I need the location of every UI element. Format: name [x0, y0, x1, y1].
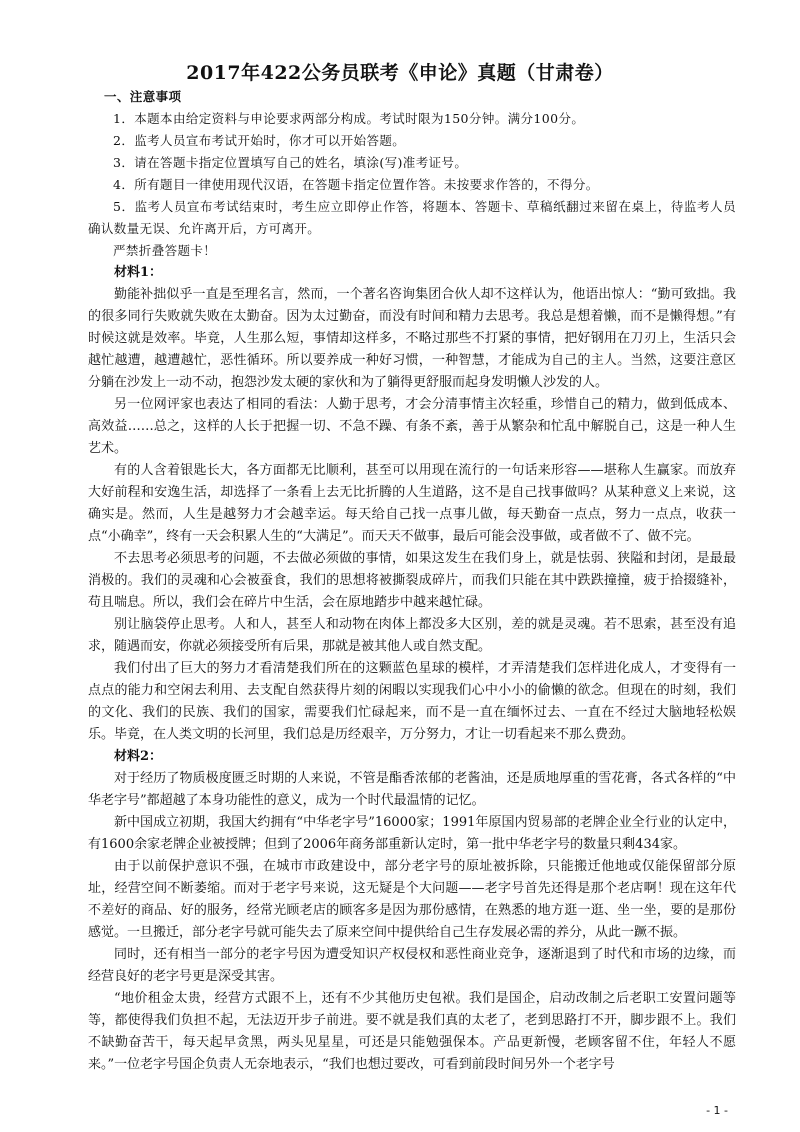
paragraph: 新中国成立初期，我国大约拥有“中华老字号”16000家；1991年原国内贸易部的老牌企业全行业的认定中，有1600余家老牌企业被授牌；但到了2006年商务部重新认定时，第一批中华老字号的数量只剩434家。	[88, 815, 736, 852]
notice-item: 1．本题本由给定资料与申论要求两部分构成。考试时限为150分钟。满分100分。	[113, 111, 585, 126]
document-title: 2017年422公务员联考《申论》真题（甘肃卷）	[186, 62, 614, 84]
paragraph: 有的人含着银匙长大，各方面都无比顺利，甚至可以用现在流行的一句话来形容——堪称人生赢家。而放弃大好前程和安逸生活，却选择了一条看上去无比折腾的人生道路，这不是自己找事做吗？从某种意义上来说，这确实是。然而，人生是越努力才会越幸运。每天给自己找一点事儿做，每天勤奋一点点，努力一点点，收获一点“小确幸”，终有一天会积累人生的“大满足”。而天天不做事，最后可能会没事做，或者做不了、做不完。	[88, 463, 736, 544]
notice-item: 3．请在答题卡指定位置填写自己的姓名，填涂(写)准考证号。	[113, 155, 468, 170]
paragraph: 不去思考必须思考的问题，不去做必须做的事情，如果这发生在我们身上，就是怯弱、狭隘和封闭，是最最消极的。我们的灵魂和心会被蚕食，我们的思想将被撕裂成碎片，而我们只能在其中跌跌撞撞，疲于拾掇缝补，苟且喘息。所以，我们会在碎片中生活，会在原地踏步中越来越忙碌。	[88, 551, 736, 610]
notice-warning: 严禁折叠答题卡！	[113, 243, 217, 258]
paragraph: 别让脑袋停止思考。人和人，甚至人和动物在肉体上都没多大区别，差的就是灵魂。若不思索，甚至没有追求，随遇而安，你就必须接受所有后果，那就是被其他人或自然支配。	[88, 617, 736, 654]
material-1-section	[88, 262, 736, 746]
notice-item: 4．所有题目一律使用现代汉语，在答题卡指定位置作答。未按要求作答的，不得分。	[113, 177, 599, 192]
paragraph: “地价租金太贵，经营方式跟不上，还有不少其他历史包袱。我们是国企，启动改制之后老职工安置问题等等，都使得我们负担不起，无法迈开步子前进。要不就是我们真的太老了，老到思路打不开，脚步跟不上。我们不缺勤奋苦干，每天起早贪黑，两头见星星，可还是只能勉强保本。产品更新慢，老顾客留不住，年轻人不愿来。”一位老字号国企负责人无奈地表示，“我们也想过要改，可看到前段时间另外一个老字号	[88, 991, 736, 1072]
paragraph: 我们付出了巨大的努力才看清楚我们所在的这颗蓝色星球的模样，才弄清楚我们怎样进化成人，才变得有一点点的能力和空闲去利用、去支配自然获得片刻的闲暇以实现我们心中小小的偷懒的欲念。但现在的时刻，我们的文化、我们的民族、我们的国家，需要我们忙碌起来，而不是一直在缅怀过去、一直在不经过大脑地轻松娱乐。毕竟，在人类文明的长河里，我们总是历经艰辛，万分努力，才让一切看起来不那么费劲。	[88, 661, 736, 742]
notice-item: 5．监考人员宣布考试结束时，考生应立即停止作答，将题本、答题卡、草稿纸翻过来留在桌上，待监考人员确认数量无误、允许离开后，方可离开。	[88, 199, 736, 236]
notice-section	[88, 86, 736, 262]
paragraph: 勤能补拙似乎一直是至理名言，然而，一个著名咨询集团合伙人却不这样认为，他语出惊人：“勤可致拙。我的很多同行失败就失败在太勤奋。因为太过勤奋，而没有时间和精力去思考。我总是想着懒，而不是懒得想。”有时候这就是效率。毕竟，人生那么短，事情却这样多，不略过那些不打紧的事情，把好钢用在刀刃上，生活只会越忙越遭，越遭越忙，恶性循环。所以要养成一种好习惯，一种智慧，才能成为自己的主人。当然，这要注意区分躺在沙发上一动不动，抱怨沙发太硬的家伙和为了躺得更舒服而起身发明懒人沙发的人。	[88, 287, 736, 390]
material-2-label: 材料2：	[114, 749, 163, 764]
material-2-section	[88, 746, 736, 1076]
page-number: - 1 -	[706, 1104, 728, 1117]
paragraph: 同时，还有相当一部分的老字号因为遭受知识产权侵权和恶性商业竞争，逐渐退到了时代和市场的边缘，而经营良好的老字号更是深受其害。	[88, 947, 736, 984]
paragraph: 由于以前保护意识不强，在城市市政建设中，部分老字号的原址被拆除，只能搬迁他地或仅能保留部分原址，经营空间不断萎缩。而对于老字号来说，这无疑是个大问题——老字号首先还得是那个老店啊！现在这年代不差好的商品、好的服务，经常光顾老店的顾客多是因为那份感情，在熟悉的地方逛一逛、坐一坐，要的是那份感觉。一旦搬迁，部分老字号就可能失去了原来空间中提供给自己生存发展必需的养分，从此一蹶不振。	[88, 859, 736, 940]
paragraph: 对于经历了物质极度匮乏时期的人来说，不管是酯香浓郁的老酱油，还是质地厚重的雪花膏，各式各样的“中华老字号”都超越了本身功能性的意义，成为一个时代最温情的记忆。	[88, 771, 736, 808]
notice-item: 2．监考人员宣布考试开始时，你才可以开始答题。	[113, 133, 406, 148]
document-body	[88, 86, 736, 1076]
material-1-label: 材料1：	[114, 265, 163, 280]
paragraph: 另一位网评家也表达了相同的看法：人勤于思考，才会分清事情主次轻重，珍惜自己的精力，做到低成本、高效益……总之，这样的人长于把握一切、不急不躁、有条不紊，善于从繁杂和忙乱中解脱自己，这是一种人生艺术。	[88, 397, 736, 456]
notice-heading: 一、注意事项	[104, 89, 182, 104]
